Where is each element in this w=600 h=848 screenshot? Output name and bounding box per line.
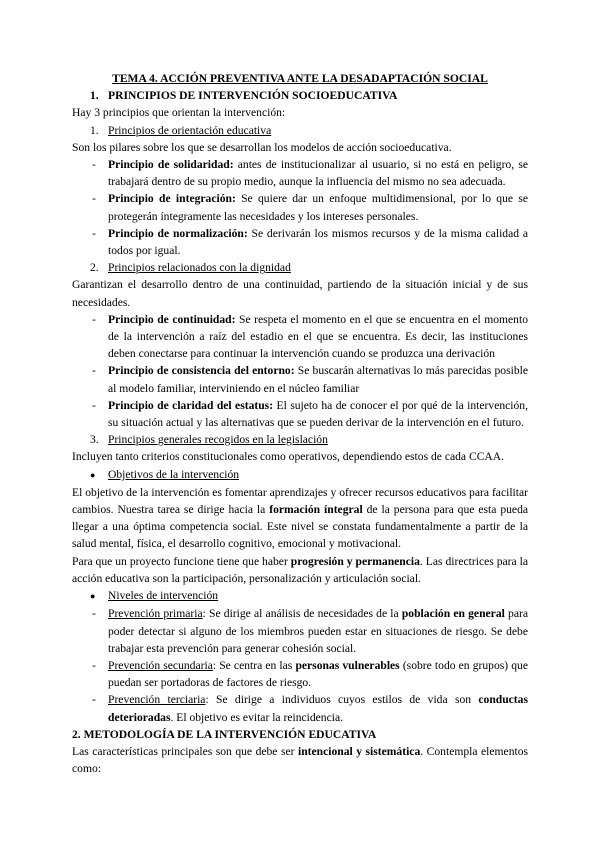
- subsection-3-heading: [72, 431, 528, 448]
- levels-title: Niveles de intervención: [108, 589, 219, 603]
- list-item: [72, 362, 528, 396]
- principle-text: Se respeta el momento en el que se encuentra en el momento de la intervención a raíz del estadio en el que se encuentra. Es decir, las instituciones deben conectarse para continuar la intervención cuando se produzca una derivación: [108, 312, 529, 361]
- principle-term: Principio de claridad del estatus:: [108, 398, 274, 412]
- principle-text: Se derivarán los mismos recursos y de la misma calidad a todos por igual.: [108, 226, 528, 258]
- objectives-title: Objetivos de la intervención: [108, 467, 240, 481]
- text-run: . El objetivo es evitar la reincidencia.: [170, 710, 344, 724]
- list-item: [72, 225, 528, 259]
- subsection-3-intro: Incluyen tanto criterios constitucionales como operativos, dependiendo estos de cada CCAA.: [72, 450, 505, 464]
- text-run: . Las directrices para la acción educativa son la participación, personalización y articulación social.: [72, 554, 528, 585]
- principle-term: Principio de integración:: [108, 192, 236, 206]
- list-item: [72, 190, 528, 224]
- list-item: [72, 311, 528, 363]
- text-run: para poder detectar si alguno de los miembros pueden estar en situaciones de riesgo. Se debe trabajar esta prevención para generar cohesión social.: [108, 607, 528, 655]
- subsection-3-title: Principios generales recogidos en la legislación: [108, 433, 328, 447]
- principle-text: El sujeto ha de conocer el por qué de la intervención, su situación actual y las alternativas que se pueden derivar de la intervención en el futuro.: [108, 398, 529, 430]
- list-item: [72, 691, 528, 725]
- document-title: TEMA 4. ACCIÓN PREVENTIVA ANTE LA DESADAPTACIÓN SOCIAL: [112, 72, 488, 85]
- subsection-2-heading: [72, 259, 528, 276]
- section-2-intro: [72, 743, 528, 777]
- levels-heading: [72, 587, 528, 605]
- text-run: : Se centra en las: [212, 658, 296, 672]
- subsection-2-title: Principios relacionados con la dignidad: [108, 261, 291, 275]
- level-term: Prevención primaria: [108, 607, 203, 621]
- text-run: : Se dirige a individuos cuyos estilos de vida son: [205, 693, 479, 707]
- subsection-1-list: [72, 156, 528, 259]
- section-1-heading: [72, 87, 528, 104]
- emphasis: personas vulnerables: [295, 658, 400, 672]
- subsection-2-intro: Garantizan el desarrollo dentro de una continuidad, partiendo de la situación inicial y de sus necesidades.: [72, 278, 528, 309]
- subsection-2-list: [72, 311, 528, 431]
- level-term: Prevención terciaria: [108, 693, 206, 707]
- list-item: [72, 605, 528, 657]
- principle-term: Principio de consistencia del entorno:: [108, 364, 295, 378]
- principle-text: Se quiere dar un enfoque multidimensional, por lo que se protegerán íntegramente las necesidades y los intereses personales.: [108, 192, 528, 223]
- objectives-heading: [72, 466, 528, 484]
- levels-list: [72, 605, 528, 725]
- subsection-3-number: 3.: [90, 433, 99, 447]
- principle-term: Principio de normalización:: [108, 226, 248, 240]
- section-2-heading: 2. METODOLOGÍA DE LA INTERVENCIÓN EDUCATIVA: [72, 727, 377, 741]
- principle-term: Principio de continuidad:: [108, 312, 236, 326]
- text-run: El objetivo de la intervención es fomentar aprendizajes y ofrecer recursos educativos para facilitar cambios. Nuestra tarea se dirige hacia la: [72, 485, 528, 517]
- section-1-intro: Hay 3 principios que orientan la intervención:: [72, 106, 286, 120]
- text-run: . Contempla elementos como:: [72, 744, 529, 776]
- subsection-2-number: 2.: [90, 261, 99, 275]
- principle-text: Se buscarán alternativas lo más parecidas posible al modelo familiar, interviniendo en el núcleo familiar: [108, 364, 528, 395]
- subsection-1-number: 1.: [90, 123, 99, 137]
- emphasis: formación íntegral: [269, 503, 363, 517]
- list-item: [72, 657, 528, 691]
- subsection-1-title: Principios de orientación educativa: [108, 123, 272, 137]
- emphasis: población en general: [401, 607, 505, 621]
- bullet-icon: ●: [90, 591, 96, 602]
- text-run: Las características principales son que debe ser: [72, 744, 298, 758]
- section-1-title: PRINCIPIOS DE INTERVENCIÓN SOCIOEDUCATIVA: [108, 89, 398, 103]
- subsection-1-heading: [72, 122, 528, 139]
- principle-term: Principio de solidaridad:: [108, 158, 234, 172]
- text-run: (sobre todo en grupos) que puedan ser portadoras de factores de riesgo.: [108, 658, 529, 690]
- level-term: Prevención secundaria: [108, 658, 213, 672]
- principle-text: antes de institucionalizar al usuario, si no está en peligro, se trabajará dentro de su propio medio, aunque la influencia del mismo no sea adecuada.: [108, 158, 528, 189]
- subsection-1-intro: Son los pilares sobre los que se desarrollan los modelos de acción socioeducativa.: [72, 140, 452, 154]
- emphasis: intencional y sistemática: [297, 744, 421, 758]
- text-run: Para que un proyecto funcione tiene que haber: [72, 554, 291, 568]
- objectives-paragraph-1: [72, 484, 528, 553]
- list-item: [72, 156, 528, 190]
- emphasis: conductas deterioradas: [108, 693, 528, 724]
- objectives-paragraph-2: [72, 553, 528, 587]
- text-run: de la persona para que esta pueda llegar a una óptima competencia social. Este nivel se constata fundamentalmente a partir de la salud mental, física, el desarrollo cognitivo, emocional y motivacional.: [72, 503, 529, 551]
- bullet-icon: ●: [90, 469, 96, 480]
- text-run: : Se dirige al análisis de necesidades de la: [202, 607, 402, 621]
- section-1-number: 1.: [90, 89, 99, 103]
- emphasis: progresión y permanencia: [290, 554, 420, 568]
- list-item: [72, 397, 528, 431]
